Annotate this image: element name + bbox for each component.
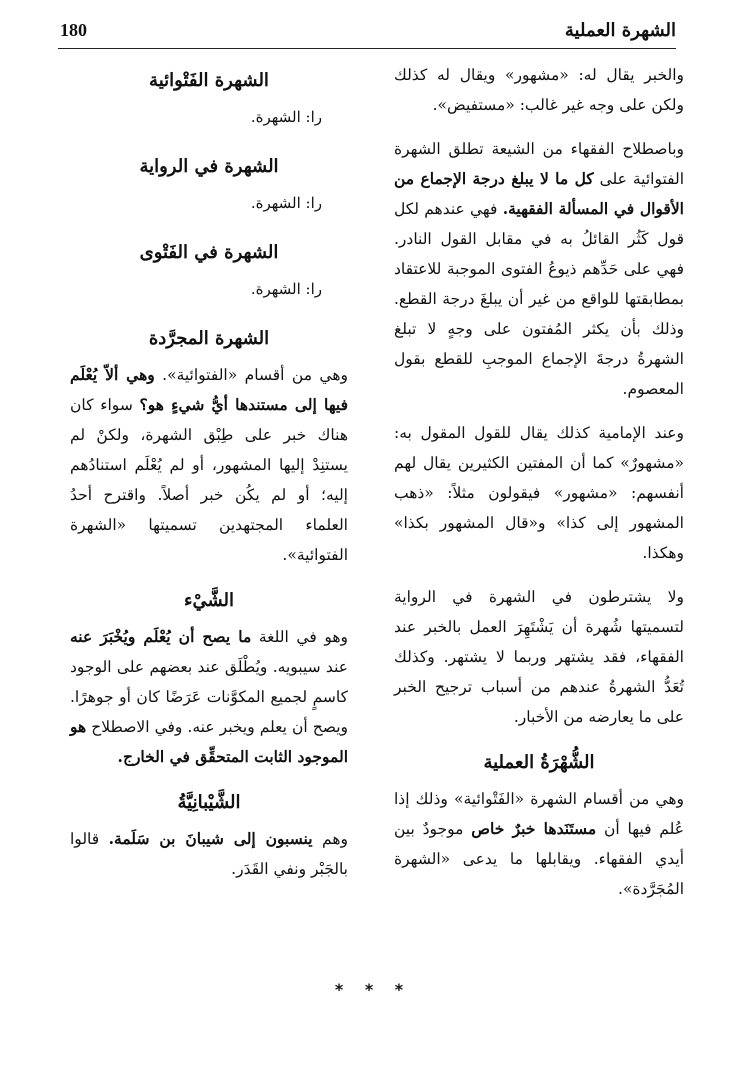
left-column <box>70 60 348 898</box>
bold-definition: وهي ألاّ يُعْلَم فيها إلى مستندها أيُّ شيءٍ هو؟ <box>70 365 348 414</box>
paragraph-text: وهم <box>322 830 348 848</box>
entry-heading: الشُّهْرَةُ العملية <box>483 752 595 773</box>
cross-reference: را: الشهرة. <box>250 108 322 126</box>
cross-reference: را: الشهرة. <box>250 280 322 298</box>
paragraph-text: وهو في اللغة <box>258 628 348 646</box>
bold-definition: ما يصح أن يُعْلَم ويُخْبَرَ عنه <box>70 627 252 646</box>
bold-definition: مستَنَدها خبرٌ خاص <box>471 819 597 838</box>
entry-heading: الشَّيْبانِيَّةُ <box>177 792 241 813</box>
paragraph-text: عند سيبويه. ويُطْلَق عند بعضهم على الوجود كاسمٍ لجميع المكوَّنات عَرَضًا كان أو جوهرًا. ويصح أن يعلم ويخبر عنه. وفي الاصطلاح <box>70 658 348 736</box>
paragraph-text: وهي من أقسام «الفتوائية». <box>162 366 348 384</box>
paragraph: وعند الإمامية كذلك يقال للقول المقول به: «مشهورٌ» كما أن المفتين الكثيرين يقال لهم أنفسهم: «مشهور» فيقولون مثلاً: «ذهب المشهور إلى كذا» و«قال المشهور بكذا» وهكذا. <box>394 424 684 562</box>
paragraph: والخبر يقال له: «مشهور» ويقال له كذلك ولكن على وجه غير غالب: «مستفيض». <box>394 66 684 114</box>
page-number: 180 <box>60 20 87 40</box>
running-header <box>58 12 676 49</box>
paragraph-text: موجودٌ بين أيدي الفقهاء. ويقابلها ما يدعى «الشهرة المُجَرَّدة». <box>394 820 684 898</box>
cross-reference: را: الشهرة. <box>250 194 322 212</box>
bold-definition: ينسبون إلى شيبانَ بن سَلَمة. <box>108 829 313 848</box>
entry-heading: الشهرة في الفَتْوى <box>139 242 279 263</box>
paragraph-text: سواء كان هناك خبر على طِبْق الشهرة، ولكنْ لم يستنِدْ إليها المشهور، أو لم يُعْلَم استنادُهم إليه؛ أو لم يكُن خبر أصلاً. واقترح أحدُ العلماء المجتهدين تسميتها «الشهرة الفتوائية». <box>70 396 348 564</box>
bold-definition: هو الموجود الثابت المتحقِّق في الخارج. <box>70 717 348 766</box>
running-title: الشهرة العملية <box>564 20 676 41</box>
paragraph-text: وهي من أقسام الشهرة «الفَتْوائية» وذلك إذا عُلم فيها أن <box>394 790 685 838</box>
paragraph-text: قالوا بالجَبْر ونفي القَدَر. <box>70 830 348 878</box>
paragraph-text: وباصطلاح الفقهاء من الشيعة تطلق الشهرة الفتوائية على <box>394 140 684 188</box>
paragraph: ولا يشترطون في الشهرة في الرواية لتسميتها شُهرة أن يَشْتَهِرَ العمل بالخبر عند الفقهاء، فقد يشتهر وربما لا يشتهر. وكذلك تُعَدُّ الشهرةُ عندهم من أسباب ترجيح الخبر على ما يعارضه من الأخبار. <box>394 588 684 726</box>
entry-heading: الشَّيْء <box>183 590 234 611</box>
paragraph <box>394 134 684 404</box>
right-column <box>394 60 684 918</box>
entry-heading: الشهرة في الرواية <box>139 156 279 177</box>
paragraph <box>70 360 348 570</box>
paragraph <box>394 784 684 904</box>
paragraph <box>70 622 348 772</box>
paragraph <box>70 824 348 884</box>
entry-heading: الشهرة المجرَّدة <box>148 328 270 349</box>
bold-definition: كل ما لا يبلغ درجة الإجماع من الأقوال في المسألة الفقهية. <box>394 169 684 218</box>
entry-heading: الشهرة الفَتْوائية <box>149 70 269 91</box>
section-end-ornament: * * * <box>334 980 412 999</box>
paragraph-text: فهي عندهم لكل قول كَثُر القائلُ به في مقابل القول النادر. فهي على حَدِّهم ذيوعُ الفتوى الموجبة للاعتقاد بمطابقتها للواقع من غير أن يبلغَ درجة القطع. وذلك بأن يكثر المُفتون على وجهٍ لا تبلغ الشهرةُ درجةَ الإجماع الموجبِ للقطع بقول المعصوم. <box>394 200 684 398</box>
